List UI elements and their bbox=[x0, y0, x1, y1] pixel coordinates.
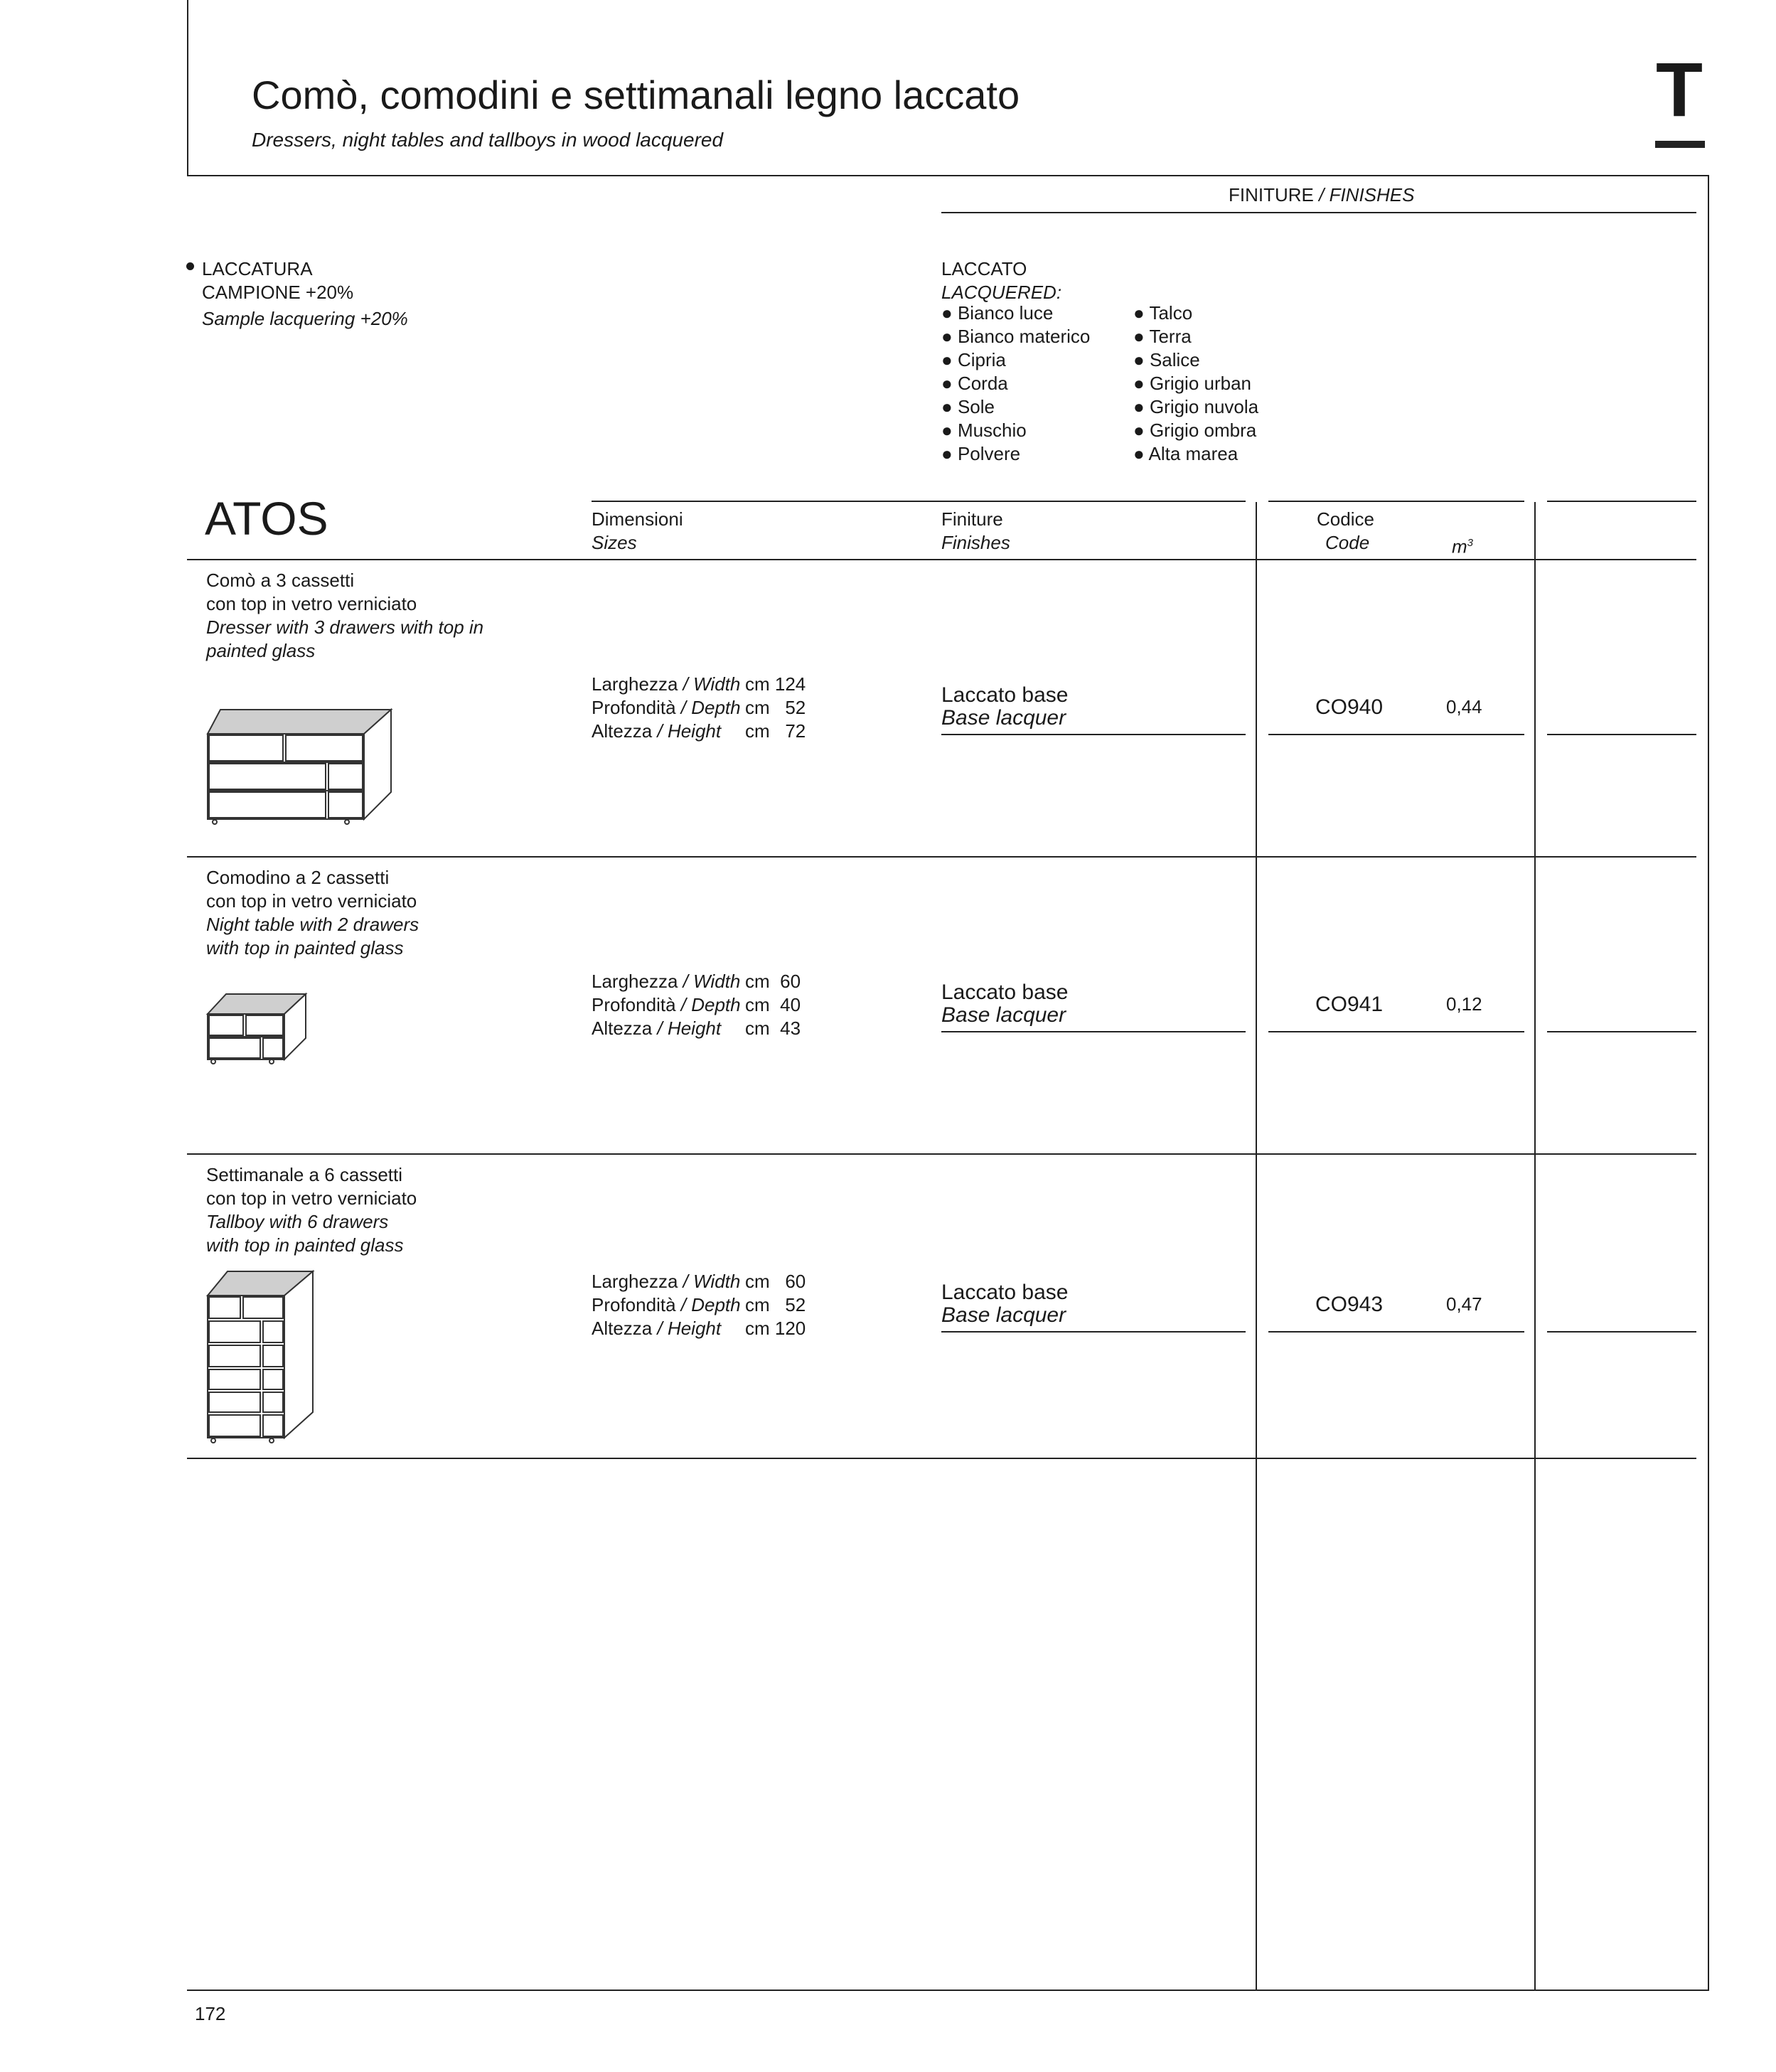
lacquered-colors-col1 bbox=[941, 301, 1090, 466]
row-separator bbox=[187, 1153, 1696, 1155]
color-item: ● Grigio urban bbox=[1133, 373, 1252, 394]
color-item: ● Salice bbox=[1133, 349, 1200, 370]
sample-line2: CAMPIONE +20% bbox=[202, 282, 354, 303]
color-item: ● Grigio ombra bbox=[1133, 420, 1257, 441]
dim-height: Altezza / Height cm 72 bbox=[592, 720, 806, 742]
bullet-dot bbox=[186, 262, 194, 270]
color-item: ● Bianco materico bbox=[941, 326, 1091, 347]
finish-label-en: Base lacquer bbox=[941, 1003, 1066, 1027]
dim-depth: Profondità / Depth cm 52 bbox=[592, 697, 806, 718]
lacquered-title: LACCATO bbox=[941, 258, 1027, 279]
product-code: CO940 bbox=[1315, 695, 1384, 719]
page-subtitle: Dressers, night tables and tallboys in wood lacquered bbox=[252, 129, 724, 151]
product-code: CO941 bbox=[1315, 993, 1384, 1016]
finishes-header-line bbox=[941, 212, 1696, 213]
product-desc-en2: with top in painted glass bbox=[206, 1234, 404, 1256]
color-item: ● Corda bbox=[941, 373, 1008, 394]
product-desc-line2: con top in vetro verniciato bbox=[206, 890, 417, 912]
dim-height: Altezza / Height cm 43 bbox=[592, 1018, 801, 1039]
header-bottom-line bbox=[187, 175, 1709, 176]
col-finishes-label-en: Finishes bbox=[941, 532, 1010, 553]
product-finish bbox=[941, 684, 1068, 730]
row-separator bbox=[187, 1458, 1696, 1459]
page-number: 172 bbox=[195, 2003, 226, 2024]
finish-label: Laccato base bbox=[941, 981, 1069, 1004]
color-item: ● Polvere bbox=[941, 443, 1021, 464]
product-description bbox=[206, 866, 419, 960]
dim-width: Larghezza / Width cm 60 bbox=[592, 971, 801, 992]
finishes-label: FINITURE bbox=[1229, 184, 1314, 205]
product-desc-line2: con top in vetro verniciato bbox=[206, 1187, 417, 1209]
product-desc-en1: Dresser with 3 drawers with top in bbox=[206, 616, 484, 638]
lacquered-title-en: LACQUERED: bbox=[941, 282, 1062, 303]
product-desc-en1: Tallboy with 6 drawers bbox=[206, 1211, 389, 1232]
col-finishes-label: Finiture bbox=[941, 508, 1003, 530]
sample-en: Sample lacquering +20% bbox=[202, 308, 408, 329]
code-column-left-line bbox=[1256, 502, 1257, 1991]
product-description bbox=[206, 1163, 417, 1257]
finish-label: Laccato base bbox=[941, 1281, 1069, 1304]
finishes-header bbox=[1229, 183, 1414, 207]
col-dimensions-label-en: Sizes bbox=[592, 532, 637, 553]
product-desc-line1: Comò a 3 cassetti bbox=[206, 570, 355, 591]
col-dimensions bbox=[592, 508, 683, 555]
footer-line bbox=[187, 1990, 1709, 1991]
section-underline bbox=[1655, 141, 1705, 148]
product-volume: 0,47 bbox=[1446, 1293, 1482, 1315]
product-dimensions bbox=[592, 1270, 805, 1340]
color-item: ● Cipria bbox=[941, 349, 1006, 370]
product-finish bbox=[941, 1281, 1068, 1327]
product-desc-en2: painted glass bbox=[206, 640, 316, 661]
extra-underline bbox=[1547, 734, 1696, 735]
product-desc-en2: with top in painted glass bbox=[206, 937, 404, 958]
dim-width: Larghezza / Width cm 124 bbox=[592, 673, 806, 695]
color-item: ● Terra bbox=[1133, 326, 1192, 347]
product-desc-line1: Comodino a 2 cassetti bbox=[206, 867, 390, 888]
product-volume: 0,44 bbox=[1446, 696, 1482, 717]
finish-label: Laccato base bbox=[941, 683, 1069, 707]
color-item: ● Sole bbox=[941, 396, 995, 417]
finish-underline bbox=[941, 734, 1246, 735]
code-column-right-line bbox=[1534, 502, 1536, 1991]
dim-depth: Profondità / Depth cm 52 bbox=[592, 1294, 806, 1315]
col-finishes bbox=[941, 508, 1010, 555]
table-header-top-line-dim bbox=[592, 501, 1246, 502]
code-underline bbox=[1268, 1031, 1524, 1032]
extra-underline bbox=[1547, 1331, 1696, 1333]
col-code-label-en: Code bbox=[1325, 532, 1370, 553]
left-margin-line bbox=[187, 0, 188, 176]
product-desc-line1: Settimanale a 6 cassetti bbox=[206, 1164, 403, 1185]
code-underline bbox=[1268, 734, 1524, 735]
product-finish bbox=[941, 981, 1068, 1027]
dim-width: Larghezza / Width cm 60 bbox=[592, 1271, 806, 1292]
page-title: Comò, comodini e settimanali legno laccato bbox=[252, 73, 1020, 117]
finishes-label-en: / FINISHES bbox=[1319, 184, 1415, 205]
finish-label-en: Base lacquer bbox=[941, 706, 1066, 730]
col-dimensions-label: Dimensioni bbox=[592, 508, 683, 530]
color-item: ● Talco bbox=[1133, 302, 1193, 324]
color-item: ● Grigio nuvola bbox=[1133, 396, 1259, 417]
section-marker bbox=[1652, 46, 1706, 154]
right-frame-line bbox=[1708, 175, 1709, 1991]
product-desc-en1: Night table with 2 drawers bbox=[206, 914, 419, 935]
finish-underline bbox=[941, 1031, 1246, 1032]
sample-line1: LACCATURA bbox=[202, 258, 313, 279]
dresser-drawing bbox=[206, 708, 392, 822]
col-code-label: Codice bbox=[1317, 508, 1374, 530]
color-item: ● Muschio bbox=[941, 420, 1027, 441]
product-dimensions bbox=[592, 970, 805, 1040]
code-underline bbox=[1268, 1331, 1524, 1333]
table-header-top-line-code bbox=[1268, 501, 1524, 502]
product-volume: 0,12 bbox=[1446, 993, 1482, 1015]
row-separator bbox=[187, 856, 1696, 858]
lacquered-colors-col2 bbox=[1133, 301, 1258, 466]
col-volume-sup: 3 bbox=[1467, 537, 1474, 549]
finish-label-en: Base lacquer bbox=[941, 1303, 1066, 1327]
product-dimensions bbox=[592, 673, 805, 743]
table-header-top-line-extra bbox=[1547, 501, 1696, 502]
col-volume-label: m bbox=[1452, 535, 1467, 557]
col-code bbox=[1317, 508, 1374, 555]
color-item: ● Alta marea bbox=[1133, 443, 1239, 464]
lacquered-block bbox=[941, 257, 1061, 304]
section-letter: T bbox=[1656, 46, 1703, 132]
extra-underline bbox=[1547, 1031, 1696, 1032]
product-desc-line2: con top in vetro verniciato bbox=[206, 593, 417, 614]
product-description bbox=[206, 569, 483, 663]
tallboy-drawing bbox=[206, 1270, 314, 1443]
dim-height: Altezza / Height cm 120 bbox=[592, 1318, 806, 1339]
col-volume bbox=[1452, 531, 1473, 559]
dim-depth: Profondità / Depth cm 40 bbox=[592, 994, 801, 1015]
table-header-bottom-line bbox=[187, 559, 1696, 560]
product-code: CO943 bbox=[1315, 1293, 1384, 1316]
color-item: ● Bianco luce bbox=[941, 302, 1054, 324]
finish-underline bbox=[941, 1331, 1246, 1333]
night-table-drawing bbox=[206, 993, 307, 1064]
model-name: ATOS bbox=[205, 492, 328, 545]
sample-lacquering bbox=[202, 257, 408, 331]
